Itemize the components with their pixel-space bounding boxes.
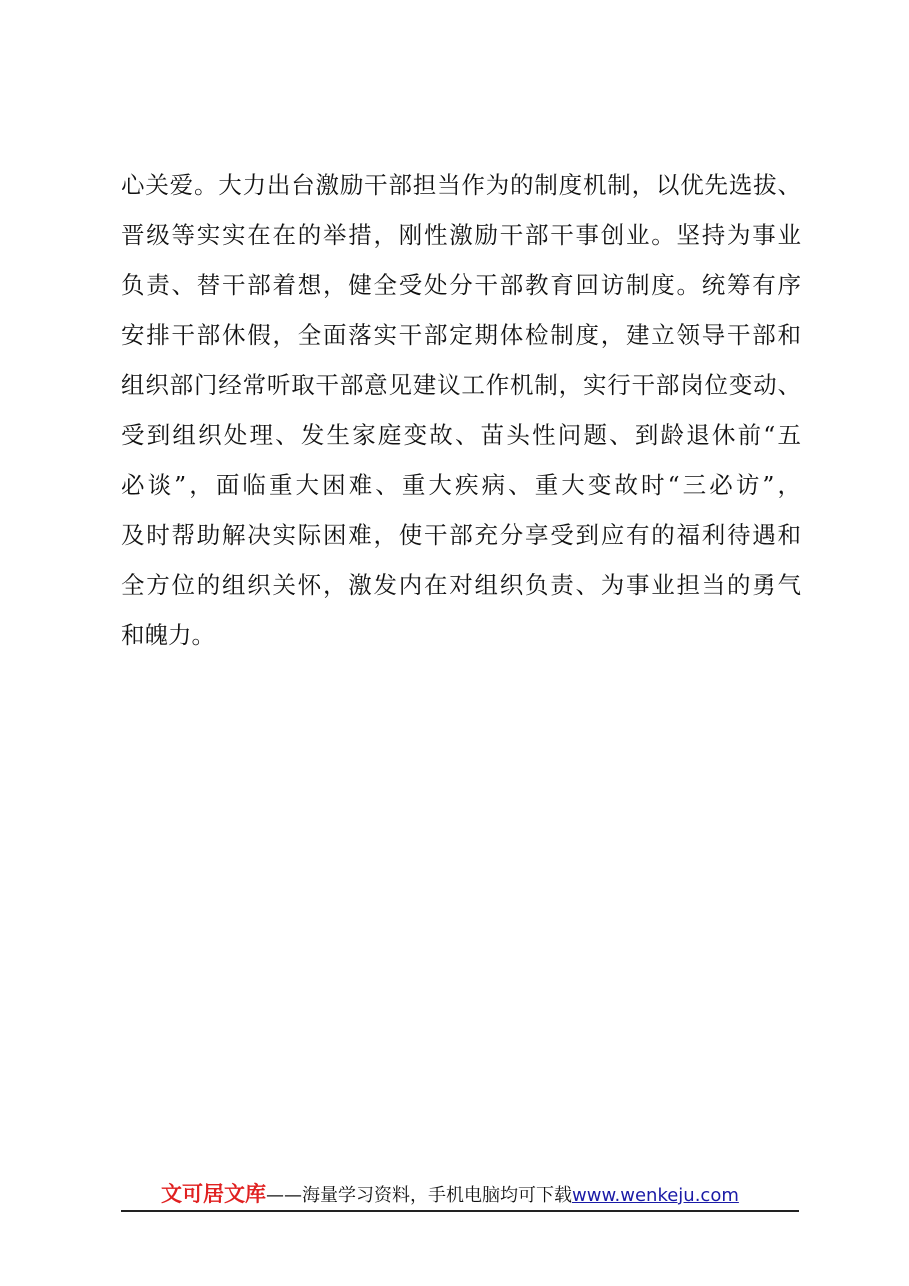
footer-content — [161, 1182, 739, 1208]
footer-tagline: ——海量学习资料，手机电脑均可下载 — [266, 1185, 572, 1206]
footer-url-link[interactable]: www.wenkeju.com — [572, 1185, 739, 1206]
footer-brand: 文可居文库 — [161, 1182, 266, 1206]
paragraph-line: 心关爱。大力出台激励干部担当作为的制度机制，以优先选拔、 — [121, 171, 801, 199]
paragraph-line: 负责、替干部着想，健全受处分干部教育回访制度。统筹有序 — [121, 271, 801, 299]
paragraph-line: 受到组织处理、发生家庭变故、苗头性问题、到龄退休前“五 — [121, 421, 801, 449]
paragraph-line: 安排干部休假，全面落实干部定期体检制度，建立领导干部和 — [121, 321, 801, 349]
page-footer — [121, 1180, 799, 1212]
paragraph-line: 及时帮助解决实际困难，使干部充分享受到应有的福利待遇和 — [121, 521, 801, 549]
document-body — [121, 160, 801, 660]
paragraph-line: 必谈”，面临重大困难、重大疾病、重大变故时“三必访”， — [121, 471, 801, 499]
paragraph-line: 全方位的组织关怀，激发内在对组织负责、为事业担当的勇气 — [121, 571, 801, 599]
paragraph-line: 晋级等实实在在的举措，刚性激励干部干事创业。坚持为事业 — [121, 221, 801, 249]
paragraph-line: 和魄力。 — [121, 621, 215, 649]
paragraph-line: 组织部门经常听取干部意见建议工作机制，实行干部岗位变动、 — [121, 371, 801, 399]
